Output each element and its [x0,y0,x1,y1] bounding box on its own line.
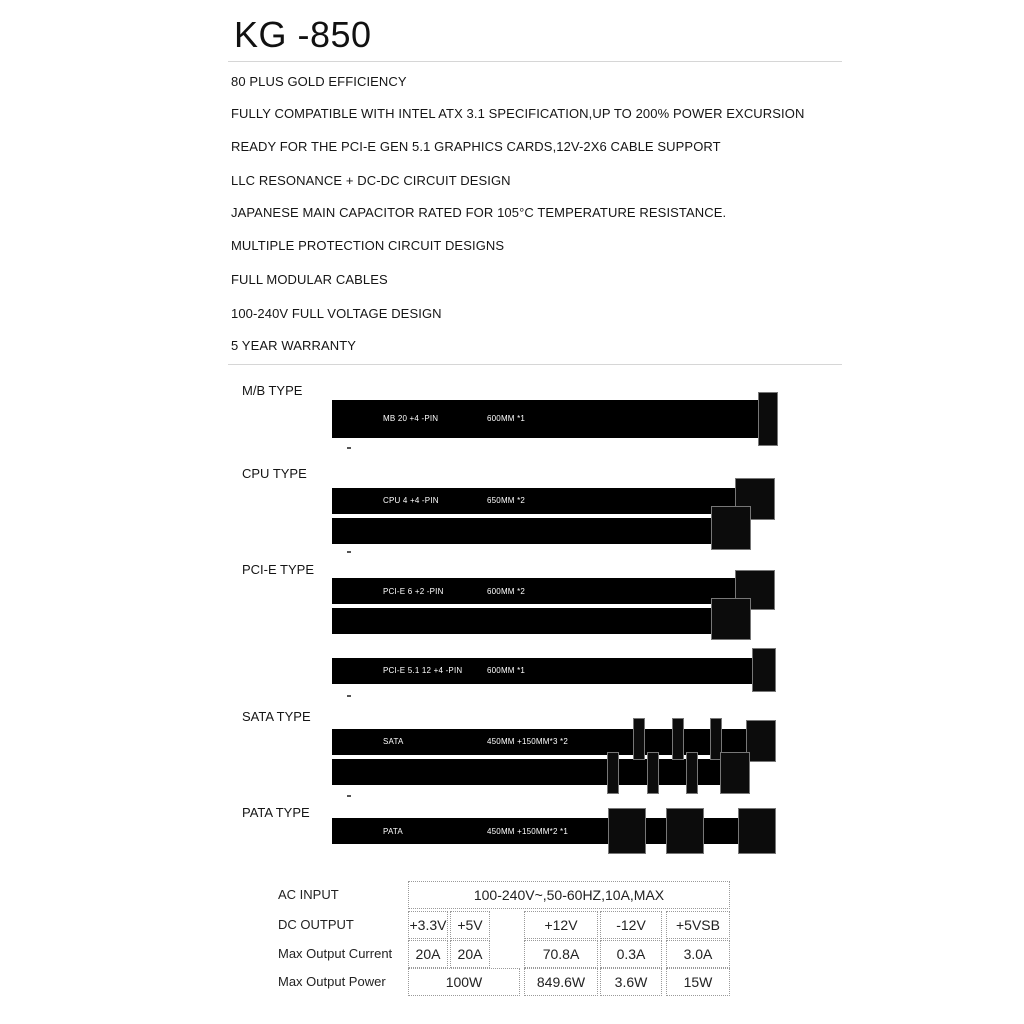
pcie-cable-spec: 600MM *2 [487,587,526,596]
sata-cable-2 [332,759,740,785]
sata-section-label: SATA TYPE [242,709,311,724]
max-current-cell: 20A [408,940,448,968]
max-power-label: Max Output Power [278,974,386,989]
feature-item: MULTIPLE PROTECTION CIRCUIT DESIGNS [231,238,505,253]
cpu-cable-spec: 650MM *2 [487,496,526,505]
cpu-cable-2 [332,518,718,544]
pcie5-connector-icon [752,648,776,692]
sata-cable-spec: 450MM +150MM*3 *2 [487,737,568,746]
pcie-cable-name: PCI-E 6 +2 -PIN [383,587,444,596]
dc-output-cell: +5VSB [666,911,730,939]
feature-item: FULLY COMPATIBLE WITH INTEL ATX 3.1 SPECIFICATION,UP TO 200% POWER EXCURSION [231,106,805,121]
feature-item: READY FOR THE PCI-E GEN 5.1 GRAPHICS CARDS,12V-2X6 CABLE SUPPORT [231,139,721,154]
mb-cable-spec: 600MM *1 [487,414,526,423]
product-title: KG -850 [234,14,372,55]
feature-item: 5 YEAR WARRANTY [231,338,357,353]
pata-cable-name: PATA [383,827,403,836]
ac-input-label: AC INPUT [278,887,339,902]
sata-cable-name: SATA [383,737,404,746]
sata-connector-icon [672,718,684,760]
dc-output-cell: -12V [600,911,662,939]
dc-output-cell: +3.3V [408,911,448,939]
pata-section-label: PATA TYPE [242,805,310,820]
pata-connector-icon [666,808,704,854]
sata-connector-icon [633,718,645,760]
max-power-cell: 849.6W [524,968,598,996]
feature-item: FULL MODULAR CABLES [231,272,388,287]
pcie5-cable-name: PCI-E 5.1 12 +4 -PIN [383,666,463,675]
dc-output-cell: +12V [524,911,598,939]
tick-mark [347,695,351,697]
pata-connector-icon [608,808,646,854]
sata-connector-icon [720,752,750,794]
sata-connector-icon [746,720,776,762]
feature-item: 100-240V FULL VOLTAGE DESIGN [231,306,442,321]
max-current-cell: 0.3A [600,940,662,968]
pcie5-cable-spec: 600MM *1 [487,666,526,675]
cpu-connector-icon [711,506,751,550]
title-divider [228,61,842,62]
tick-mark [347,551,351,553]
max-power-combined-cell: 100W [408,968,520,996]
max-power-cell: 15W [666,968,730,996]
dc-output-cell: +5V [450,911,490,939]
pcie-cable-2 [332,608,718,634]
mb-cable-name: MB 20 +4 -PIN [383,414,439,423]
max-current-cell: 3.0A [666,940,730,968]
pata-connector-icon [738,808,776,854]
mb-connector-icon [758,392,778,446]
tick-mark [347,447,351,449]
pcie-connector-icon [711,598,751,640]
max-current-cell: 20A [450,940,490,968]
feature-item: JAPANESE MAIN CAPACITOR RATED FOR 105°C TEMPERATURE RESISTANCE. [231,205,727,220]
max-power-cell: 3.6W [600,968,662,996]
mb-section-label: M/B TYPE [242,383,303,398]
pata-cable-spec: 450MM +150MM*2 *1 [487,827,568,836]
feature-item: LLC RESONANCE + DC-DC CIRCUIT DESIGN [231,173,511,188]
ac-input-value: 100-240V~,50-60HZ,10A,MAX [408,881,730,909]
cpu-cable-name: CPU 4 +4 -PIN [383,496,439,505]
pcie-section-label: PCI-E TYPE [242,562,315,577]
sata-connector-icon [647,752,659,794]
sata-connector-icon [686,752,698,794]
sata-connector-icon [607,752,619,794]
max-current-cell: 70.8A [524,940,598,968]
tick-mark [347,795,351,797]
dc-output-label: DC OUTPUT [278,917,354,932]
max-current-label: Max Output Current [278,946,393,961]
features-divider [228,364,842,365]
feature-item: 80 PLUS GOLD EFFICIENCY [231,74,407,89]
cpu-section-label: CPU TYPE [242,466,307,481]
